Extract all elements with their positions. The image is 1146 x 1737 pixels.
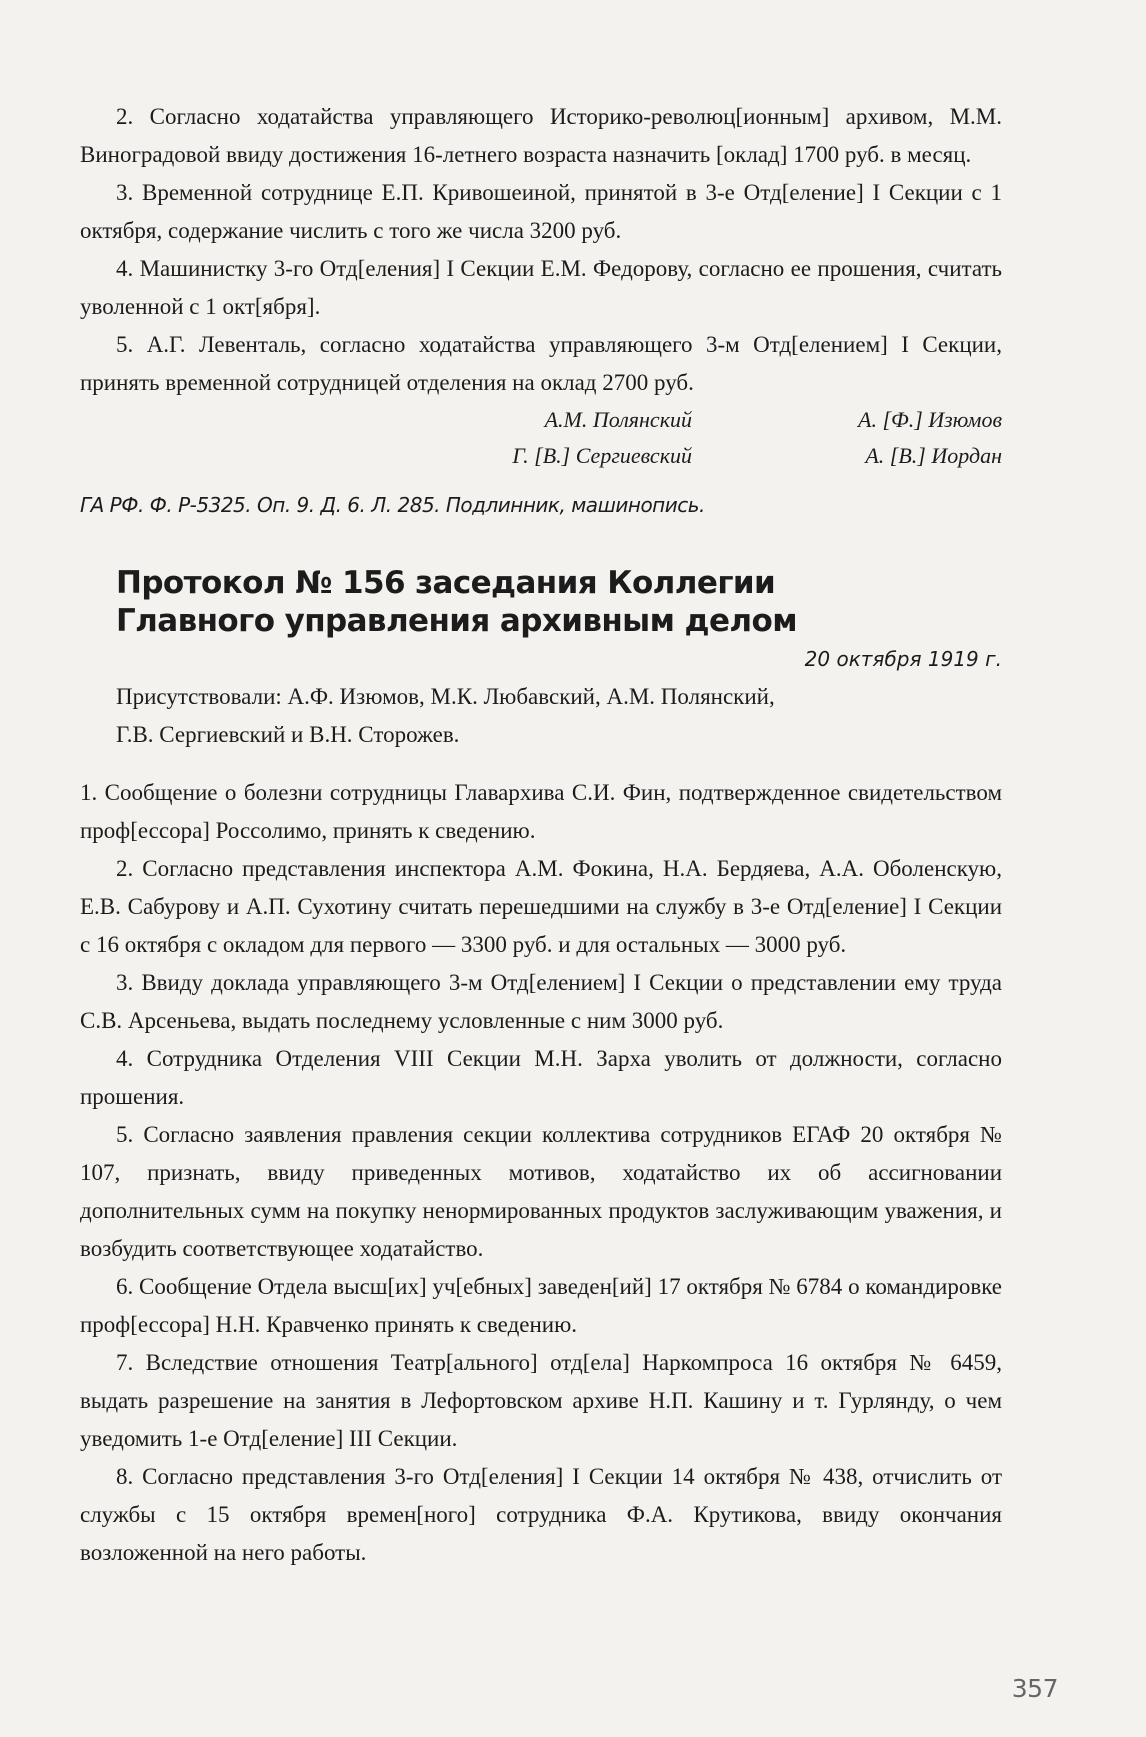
protocol-title-line: Протокол № 156 заседания Коллегии <box>116 565 776 601</box>
protocol-date: 20 октября 1919 г. <box>804 647 1002 671</box>
protocol-item: 6. Сообщение Отдела высш[их] уч[ебных] заведен[ий] 17 октября № 6784 о командировке проф[ессора] Н.Н. Кравченко принять к сведению. <box>80 1274 1002 1337</box>
signature: А. [Ф.] Изюмов <box>858 407 1002 432</box>
protocol-title-line: Главного управления архивным делом <box>116 603 797 639</box>
archival-source: ГА РФ. Ф. Р-5325. Оп. 9. Д. 6. Л. 285. Подлинник, машинопись. <box>80 493 705 517</box>
signatures <box>80 402 1002 474</box>
attendees-line: Присутствовали: А.Ф. Изюмов, М.К. Любавский, А.М. Полянский, <box>116 684 775 709</box>
paragraph: 3. Временной сотруднице Е.П. Кривошеиной, принятой в 3-е Отд[еление] I Секции с 1 октября, содержание числить с того же числа 3200 руб. <box>80 180 1002 243</box>
page-content <box>80 98 1002 1572</box>
signature: А. [В.] Иордан <box>865 443 1002 468</box>
attendees <box>80 678 1002 754</box>
protocol-item: 7. Вследствие отношения Театр[ального] отд[ела] Наркомпроса 16 октября № 6459, выдать разрешение на занятия в Лефортовском архиве Н.П. Кашину и т. Гурлянду, о чем уведомить 1-е Отд[еление] III Секции. <box>80 1350 1002 1451</box>
protocol-item: 1. Сообщение о болезни сотрудницы Главархива С.И. Фин, подтвержденное свидетельством проф[ессора] Россолимо, принять к сведению. <box>80 780 1002 843</box>
protocol-item: 2. Согласно представления инспектора А.М. Фокина, Н.А. Бердяева, А.А. Оболенскую, Е.В. Сабурову и А.П. Сухотину считать перешедшими на службу в 3-е Отд[еление] I Секции с 16 октября с окладом для первого — 3300 руб. и для остальных — 3000 руб. <box>80 856 1002 957</box>
protocol-item: 8. Согласно представления 3-го Отд[еления] I Секции 14 октября № 438, отчислить от службы с 15 октября времен[ного] сотрудника Ф.А. Крутикова, ввиду окончания возложенной на него работы. <box>80 1464 1002 1565</box>
signature: Г. [В.] Сергиевский <box>512 443 692 468</box>
paragraph: 2. Согласно ходатайства управляющего Историко-революц[ионным] архивом, М.М. Виноградовой ввиду достижения 16-летнего возраста назначить [оклад] 1700 руб. в месяц. <box>80 104 1002 167</box>
protocol-item: 4. Сотрудника Отделения VIII Секции М.Н. Зарха уволить от должности, согласно прошения. <box>80 1046 1002 1109</box>
protocol-title <box>116 564 1002 640</box>
attendees-line: Г.В. Сергиевский и В.Н. Сторожев. <box>116 722 460 747</box>
signature: А.М. Полянский <box>544 407 692 432</box>
protocol-item: 3. Ввиду доклада управляющего 3-м Отд[елением] I Секции о представлении ему труда С.В. Арсеньева, выдать последнему условленные с ним 3000 руб. <box>80 970 1002 1033</box>
protocol-item: 5. Согласно заявления правления секции коллектива сотрудников ЕГАФ 20 октября № 107, признать, ввиду приведенных мотивов, ходатайство их об ассигновании дополнительных сумм на покупку ненормированных продуктов заслуживающим уважения, и возбудить соответствующее ходатайство. <box>80 1122 1002 1261</box>
paragraph: 4. Машинистку 3-го Отд[еления] I Секции Е.М. Федорову, согласно ее прошения, считать уволенной с 1 окт[ября]. <box>80 256 1002 319</box>
page-number: 357 <box>1011 1674 1058 1703</box>
paragraph: 5. А.Г. Левенталь, согласно ходатайства управляющего 3-м Отд[елением] I Секции, принять временной сотрудницей отделения на оклад 2700 руб. <box>80 332 1002 395</box>
